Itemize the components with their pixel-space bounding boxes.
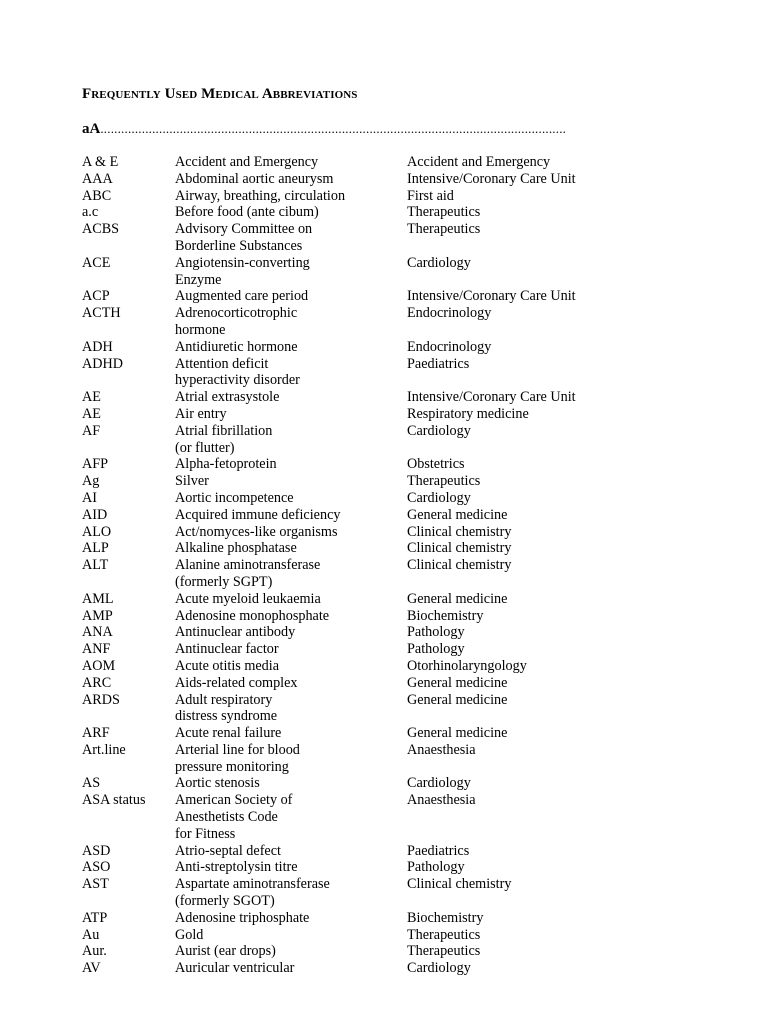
meaning-cell: Aurist (ear drops) xyxy=(175,943,276,960)
specialty-cell: Clinical chemistry xyxy=(407,876,512,893)
meaning-cell: Augmented care period xyxy=(175,288,309,305)
meaning-cell: Antidiuretic hormone xyxy=(175,338,298,355)
specialty-cell: Clinical chemistry xyxy=(407,557,512,574)
meaning-cell: Acute myeloid leukaemia xyxy=(175,590,321,607)
table-row xyxy=(82,557,722,591)
specialty-cell: Therapeutics xyxy=(407,221,481,238)
abbreviation-cell: Art.line xyxy=(82,741,126,758)
specialty-cell: Therapeutics xyxy=(407,204,481,221)
table-row xyxy=(82,658,722,675)
table-row xyxy=(82,960,722,977)
abbreviation-cell: AE xyxy=(82,389,101,406)
dot-leader: ....................................................................................................................................... xyxy=(100,121,567,136)
specialty-cell: Intensive/Coronary Care Unit xyxy=(407,389,576,406)
specialty-cell: Anaesthesia xyxy=(407,792,476,809)
abbreviation-cell: ALT xyxy=(82,557,109,574)
abbreviation-cell: ANA xyxy=(82,624,113,641)
table-row xyxy=(82,910,722,927)
table-row xyxy=(82,356,722,390)
abbreviation-cell: Aur. xyxy=(82,943,107,960)
meaning-cell: Atrial extrasystole xyxy=(175,389,280,406)
meaning-cell: Alanine aminotransferase (formerly SGPT) xyxy=(175,557,321,590)
abbreviation-cell: ARF xyxy=(82,725,110,742)
abbreviation-cell: ACTH xyxy=(82,305,121,322)
meaning-cell: Antinuclear antibody xyxy=(175,624,296,641)
specialty-cell: Obstetrics xyxy=(407,456,465,473)
table-row xyxy=(82,188,722,205)
meaning-cell: Arterial line for blood pressure monitoring xyxy=(175,741,300,775)
abbreviation-cell: ACE xyxy=(82,254,111,271)
specialty-cell: General medicine xyxy=(407,506,508,523)
specialty-cell: Therapeutics xyxy=(407,943,481,960)
specialty-cell: General medicine xyxy=(407,590,508,607)
table-row xyxy=(82,255,722,289)
meaning-cell: Adenosine monophosphate xyxy=(175,607,330,624)
specialty-cell: Accident and Emergency xyxy=(407,154,551,170)
abbreviation-cell: AF xyxy=(82,422,101,439)
meaning-cell: Adrenocorticotrophic hormone xyxy=(175,305,298,338)
table-row xyxy=(82,389,722,406)
specialty-cell: Cardiology xyxy=(407,422,471,439)
abbreviation-cell: ASD xyxy=(82,842,111,859)
specialty-cell: Biochemistry xyxy=(407,909,484,926)
specialty-cell: Respiratory medicine xyxy=(407,405,529,422)
specialty-cell: Paediatrics xyxy=(407,355,470,372)
specialty-cell: Cardiology xyxy=(407,960,471,977)
abbreviation-cell: AMP xyxy=(82,607,113,624)
specialty-cell: Endocrinology xyxy=(407,305,492,322)
specialty-cell: Paediatrics xyxy=(407,842,470,859)
table-row xyxy=(82,423,722,457)
table-row xyxy=(82,339,722,356)
abbreviation-table xyxy=(82,154,722,977)
meaning-cell: Adult respiratory distress syndrome xyxy=(175,691,278,725)
meaning-cell: Acute otitis media xyxy=(175,657,280,674)
table-row xyxy=(82,154,722,171)
abbreviation-cell: Ag xyxy=(82,473,100,490)
section-heading xyxy=(82,121,566,138)
table-row xyxy=(82,540,722,557)
meaning-cell: Attention deficit hyperactivity disorder xyxy=(175,355,300,389)
meaning-cell: Alpha-fetoprotein xyxy=(175,456,277,473)
meaning-cell: Acute renal failure xyxy=(175,725,282,742)
meaning-cell: Accident and Emergency xyxy=(175,154,319,170)
meaning-cell: Gold xyxy=(175,926,204,943)
specialty-cell: Therapeutics xyxy=(407,926,481,943)
specialty-cell: Intensive/Coronary Care Unit xyxy=(407,170,576,187)
specialty-cell: Cardiology xyxy=(407,775,471,792)
specialty-cell: Clinical chemistry xyxy=(407,540,512,557)
specialty-cell: Therapeutics xyxy=(407,473,481,490)
abbreviation-cell: AI xyxy=(82,489,97,506)
abbreviation-cell: AS xyxy=(82,775,101,792)
meaning-cell: American Society of Anesthetists Code for Fitness xyxy=(175,792,293,842)
meaning-cell: Advisory Committee on Borderline Substances xyxy=(175,221,313,254)
abbreviation-cell: ARDS xyxy=(82,691,120,708)
table-row xyxy=(82,859,722,876)
abbreviation-cell: AV xyxy=(82,960,101,977)
table-row xyxy=(82,876,722,910)
specialty-cell: Intensive/Coronary Care Unit xyxy=(407,288,576,305)
specialty-cell: Clinical chemistry xyxy=(407,523,512,540)
abbreviation-cell: AST xyxy=(82,876,109,893)
abbreviation-cell: ADH xyxy=(82,338,113,355)
table-row xyxy=(82,775,722,792)
table-row xyxy=(82,608,722,625)
specialty-cell: Cardiology xyxy=(407,254,471,271)
meaning-cell: Auricular ventricular xyxy=(175,960,295,977)
abbreviation-cell: ANF xyxy=(82,641,111,658)
specialty-cell: Cardiology xyxy=(407,489,471,506)
table-row xyxy=(82,288,722,305)
table-row xyxy=(82,792,722,842)
specialty-cell: Pathology xyxy=(407,641,465,658)
meaning-cell: Antinuclear factor xyxy=(175,641,279,658)
table-row xyxy=(82,927,722,944)
specialty-cell: Endocrinology xyxy=(407,338,492,355)
table-row xyxy=(82,305,722,339)
table-row xyxy=(82,456,722,473)
meaning-cell: Alkaline phosphatase xyxy=(175,540,297,557)
document-title: Frequently Used Medical Abbreviations xyxy=(82,86,358,102)
meaning-cell: Airway, breathing, circulation xyxy=(175,187,346,204)
table-row xyxy=(82,624,722,641)
abbreviation-cell: A & E xyxy=(82,154,119,170)
table-row xyxy=(82,221,722,255)
specialty-cell: Pathology xyxy=(407,624,465,641)
table-row xyxy=(82,406,722,423)
specialty-cell: Pathology xyxy=(407,859,465,876)
meaning-cell: Aids-related complex xyxy=(175,674,298,691)
specialty-cell: Biochemistry xyxy=(407,607,484,624)
table-row xyxy=(82,171,722,188)
meaning-cell: Aortic stenosis xyxy=(175,775,260,792)
table-row xyxy=(82,742,722,776)
abbreviation-cell: Au xyxy=(82,926,100,943)
abbreviation-cell: ASO xyxy=(82,859,111,876)
abbreviation-cell: ALO xyxy=(82,523,112,540)
table-row xyxy=(82,473,722,490)
meaning-cell: Anti-streptolysin titre xyxy=(175,859,298,876)
meaning-cell: Aspartate aminotransferase (formerly SGOT) xyxy=(175,876,330,910)
meaning-cell: Acquired immune deficiency xyxy=(175,506,341,523)
specialty-cell: General medicine xyxy=(407,725,508,742)
specialty-cell: First aid xyxy=(407,187,454,204)
specialty-cell: Otorhinolaryngology xyxy=(407,657,527,674)
meaning-cell: Aortic incompetence xyxy=(175,489,294,506)
meaning-cell: Silver xyxy=(175,473,209,490)
section-label: aA xyxy=(82,121,101,137)
specialty-cell: General medicine xyxy=(407,674,508,691)
table-row xyxy=(82,507,722,524)
table-row xyxy=(82,843,722,860)
table-row xyxy=(82,524,722,541)
table-row xyxy=(82,725,722,742)
abbreviation-cell: AAA xyxy=(82,170,113,187)
meaning-cell: Adenosine triphosphate xyxy=(175,909,310,926)
table-row xyxy=(82,692,722,726)
abbreviation-cell: ABC xyxy=(82,187,112,204)
abbreviation-cell: a.c xyxy=(82,204,99,221)
table-row xyxy=(82,641,722,658)
specialty-cell: Anaesthesia xyxy=(407,741,476,758)
abbreviation-cell: AML xyxy=(82,590,114,607)
abbreviation-cell: ADHD xyxy=(82,355,123,372)
meaning-cell: Before food (ante cibum) xyxy=(175,204,319,221)
abbreviation-cell: ARC xyxy=(82,674,112,691)
table-row xyxy=(82,675,722,692)
abbreviation-cell: ASA status xyxy=(82,792,146,809)
abbreviation-cell: AID xyxy=(82,506,108,523)
meaning-cell: Act/nomyces-like organisms xyxy=(175,523,338,540)
abbreviation-cell: ATP xyxy=(82,909,108,926)
abbreviation-cell: ALP xyxy=(82,540,109,557)
abbreviation-cell: AOM xyxy=(82,657,116,674)
meaning-cell: Atrio-septal defect xyxy=(175,842,281,859)
table-row xyxy=(82,204,722,221)
meaning-cell: Angiotensin-converting Enzyme xyxy=(175,254,310,288)
meaning-cell: Atrial fibrillation (or flutter) xyxy=(175,422,273,456)
abbreviation-cell: ACBS xyxy=(82,221,120,238)
specialty-cell: General medicine xyxy=(407,691,508,708)
abbreviation-cell: AE xyxy=(82,405,101,422)
meaning-cell: Abdominal aortic aneurysm xyxy=(175,170,334,187)
table-row xyxy=(82,943,722,960)
table-row xyxy=(82,591,722,608)
abbreviation-cell: AFP xyxy=(82,456,109,473)
meaning-cell: Air entry xyxy=(175,405,227,422)
table-row xyxy=(82,490,722,507)
abbreviation-cell: ACP xyxy=(82,288,110,305)
